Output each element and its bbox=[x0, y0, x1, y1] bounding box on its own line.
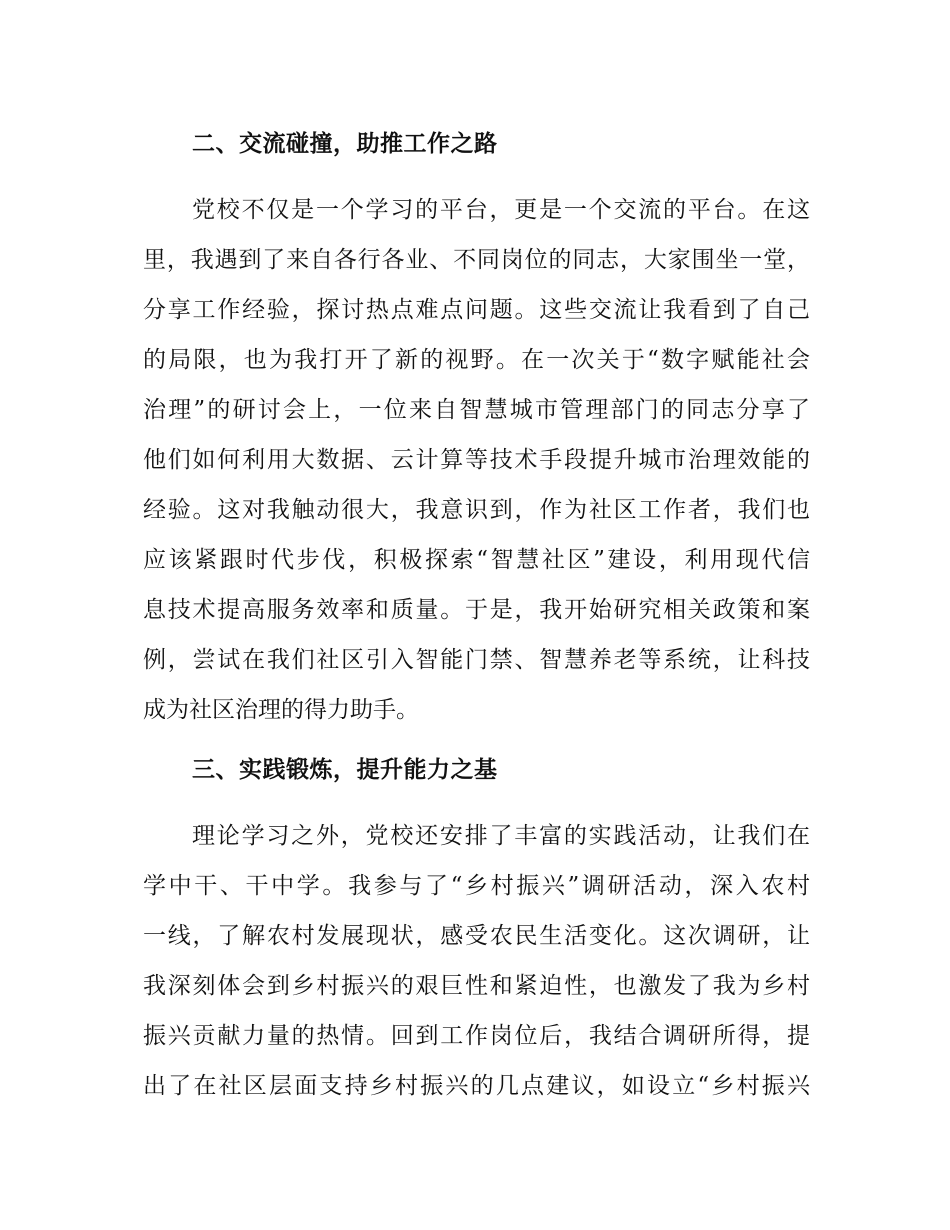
paragraph-line: 理论学习之外，党校还安排了丰富的实践活动，让我们在 bbox=[192, 823, 810, 849]
section-heading-3: 三、实践锻炼，提升能力之基 bbox=[192, 757, 498, 783]
paragraph-line: 振兴贡献力量的热情。回到工作岗位后，我结合调研所得，提 bbox=[143, 1023, 810, 1049]
paragraph-line: 例，尝试在我们社区引入智能门禁、智慧养老等系统，让科技 bbox=[143, 647, 810, 673]
paragraph-line: 学中干、干中学。我参与了“乡村振兴”调研活动，深入农村 bbox=[143, 873, 810, 899]
section-heading-2: 二、交流碰撞，助推工作之路 bbox=[192, 131, 498, 157]
paragraph-line: 党校不仅是一个学习的平台，更是一个交流的平台。在这 bbox=[192, 197, 810, 223]
paragraph-line: 他们如何利用大数据、云计算等技术手段提升城市治理效能的 bbox=[143, 447, 810, 473]
paragraph-line: 我深刻体会到乡村振兴的艰巨性和紧迫性，也激发了我为乡村 bbox=[143, 973, 810, 999]
paragraph-line: 出了在社区层面支持乡村振兴的几点建议，如设立“乡村振兴 bbox=[143, 1073, 810, 1099]
paragraph-line: 成为社区治理的得力助手。 bbox=[143, 697, 419, 723]
paragraph-line: 息技术提高服务效率和质量。于是，我开始研究相关政策和案 bbox=[143, 597, 810, 623]
paragraph-line: 一线，了解农村发展现状，感受农民生活变化。这次调研，让 bbox=[143, 923, 810, 949]
paragraph-line: 经验。这对我触动很大，我意识到，作为社区工作者，我们也 bbox=[143, 497, 810, 523]
paragraph-line: 治理”的研讨会上，一位来自智慧城市管理部门的同志分享了 bbox=[143, 397, 810, 423]
paragraph-line: 的局限，也为我打开了新的视野。在一次关于“数字赋能社会 bbox=[143, 347, 810, 373]
paragraph-line: 分享工作经验，探讨热点难点问题。这些交流让我看到了自己 bbox=[143, 297, 810, 323]
paragraph-line: 应该紧跟时代步伐，积极探索“智慧社区”建设，利用现代信 bbox=[143, 547, 810, 573]
paragraph-line: 里，我遇到了来自各行各业、不同岗位的同志，大家围坐一堂， bbox=[143, 247, 810, 273]
